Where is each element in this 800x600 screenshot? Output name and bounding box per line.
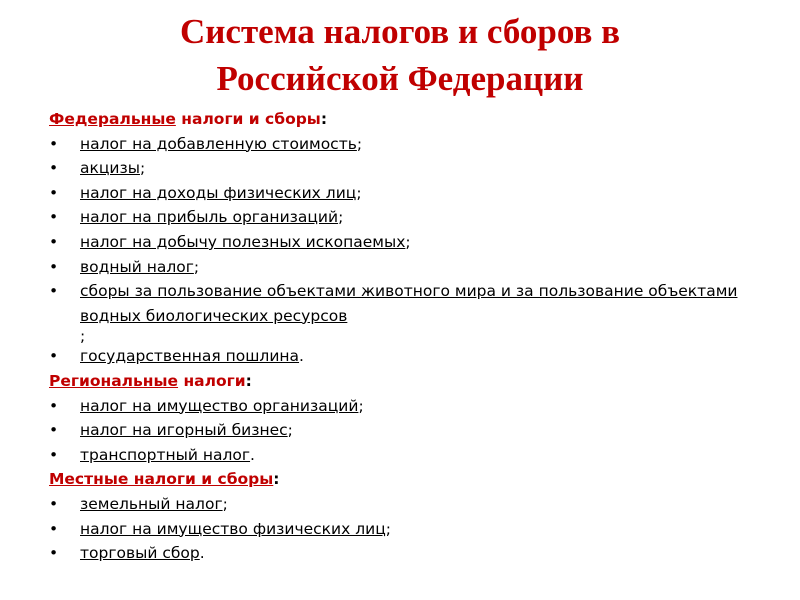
list-item <box>49 156 749 181</box>
bullet: • <box>49 494 59 513</box>
federal-heading-rest: налоги и сборы <box>175 110 321 128</box>
federal-heading-colon: : <box>320 110 328 128</box>
local-heading-link[interactable]: Местные налоги и сборы <box>49 470 274 489</box>
bullet: • <box>49 257 59 276</box>
list-item-punct: ; <box>139 159 146 178</box>
list-item-punct: ; <box>338 208 344 227</box>
list-item <box>49 344 749 369</box>
list-item-punct: ; <box>80 327 86 346</box>
local-heading-colon: : <box>273 470 280 489</box>
list-item <box>49 541 749 566</box>
list-item-link[interactable]: налог на игорный бизнес <box>80 421 288 440</box>
list-item-punct: ; <box>405 232 411 251</box>
list-item <box>49 394 749 419</box>
list-item-punct: . <box>299 347 304 366</box>
list-item <box>49 132 749 157</box>
list-item-link[interactable]: водный налог <box>80 257 194 276</box>
federal-heading <box>49 107 749 132</box>
slide-title-line-1: Система налогов и сборов в <box>179 12 621 51</box>
list-item-punct: ; <box>222 494 228 513</box>
list-item <box>49 255 749 280</box>
slide-title <box>0 8 800 102</box>
list-item-link[interactable]: транспортный налог <box>80 445 251 464</box>
list-item-punct: . <box>250 445 255 464</box>
list-item-link[interactable]: налог на прибыль организаций <box>80 208 339 227</box>
list-item-link[interactable]: земельный налог <box>80 494 223 513</box>
regional-list <box>49 394 749 468</box>
list-item <box>49 443 749 468</box>
bullet: • <box>49 183 59 202</box>
federal-list <box>49 132 749 369</box>
list-item-punct: ; <box>358 396 364 415</box>
regional-heading <box>49 369 749 394</box>
local-list <box>49 492 749 566</box>
list-item-punct: ; <box>193 257 200 276</box>
federal-section <box>49 107 749 369</box>
list-item <box>49 205 749 230</box>
list-item-link[interactable]: налог на имущество организаций <box>80 396 359 415</box>
federal-heading-link[interactable]: Федеральные <box>49 110 176 128</box>
regional-section <box>49 369 749 467</box>
list-item-link[interactable]: налог на добычу полезных ископаемых <box>80 232 406 251</box>
regional-heading-rest: налоги <box>178 371 246 390</box>
list-item-punct: ; <box>287 421 293 440</box>
list-item <box>49 230 749 255</box>
regional-heading-link[interactable]: Региональные <box>49 371 179 390</box>
list-item <box>49 517 749 542</box>
list-item-link[interactable]: акцизы <box>80 159 140 178</box>
list-item-link[interactable]: налог на доходы физических лиц <box>80 183 357 202</box>
bullet: • <box>49 544 59 563</box>
list-item-link[interactable]: торговый сбор <box>80 544 200 563</box>
list-item <box>49 279 749 344</box>
local-section <box>49 467 749 565</box>
bullet: • <box>49 134 59 153</box>
list-item <box>49 418 749 443</box>
list-item <box>49 181 749 206</box>
bullet: • <box>49 208 59 227</box>
list-item-punct: ; <box>385 519 391 538</box>
slide-content <box>49 107 749 566</box>
list-item <box>49 492 749 517</box>
local-heading <box>49 467 749 492</box>
list-item-link[interactable]: государственная пошлина <box>80 347 300 366</box>
bullet: • <box>49 396 59 415</box>
bullet: • <box>49 159 59 178</box>
bullet: • <box>49 445 59 464</box>
slide-title-line-2: Российской Федерации <box>216 59 584 98</box>
list-item-link[interactable]: налог на имущество физических лиц <box>80 519 386 538</box>
list-item-link[interactable]: налог на добавленную стоимость <box>80 134 357 153</box>
regional-heading-colon: : <box>245 371 252 390</box>
bullet: • <box>49 519 59 538</box>
list-item-punct: . <box>199 544 205 563</box>
list-item-punct: ; <box>356 183 362 202</box>
bullet: • <box>49 232 59 251</box>
bullet: • <box>49 282 59 301</box>
bullet: • <box>49 347 59 366</box>
bullet: • <box>49 421 59 440</box>
list-item-punct: ; <box>356 134 363 153</box>
list-item-link[interactable]: сборы за пользование объектами животного мира и за пользование объектами водных биологических ресурсов <box>80 282 738 325</box>
